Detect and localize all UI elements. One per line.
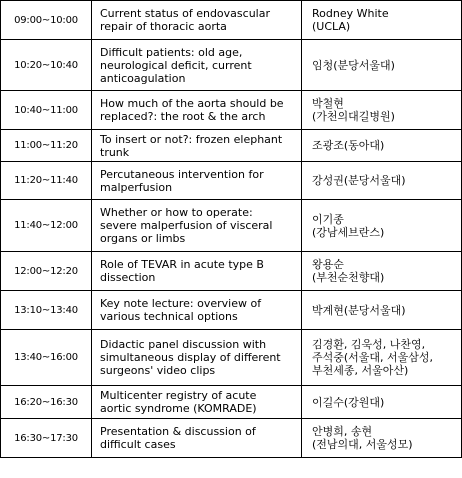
schedule-row (1, 291, 462, 330)
speaker-line: 주석중(서울대, 서울삼성, (312, 351, 434, 364)
topic-cell (92, 419, 302, 458)
speaker-line: (강남세브란스) (312, 225, 385, 239)
topic-cell (92, 291, 302, 330)
time-cell: 10:20~10:40 (1, 40, 92, 91)
schedule-body (1, 1, 462, 458)
speaker-cell (302, 130, 462, 162)
speaker-cell (302, 1, 462, 40)
topic-line: surgeons' video clips (100, 364, 216, 377)
schedule-row (1, 252, 462, 291)
speaker-line: Rodney White (312, 7, 389, 20)
speaker-line: (가천의대길병원) (312, 110, 395, 123)
topic-cell (92, 252, 302, 291)
topic-line: How much of the aorta should be (100, 97, 284, 110)
topic-line: dissection (100, 271, 156, 284)
speaker-line: 김경환, 김욱성, 나찬영, (312, 338, 426, 351)
speaker-line: 박계현(분당서울대) (312, 303, 406, 317)
topic-line: malperfusion (100, 180, 173, 194)
topic-line: repair of thoracic aorta (100, 20, 227, 33)
speaker-line: 안병희, 송현 (312, 425, 373, 438)
speaker-line: (UCLA) (312, 20, 351, 33)
topic-line: aortic syndrome (KOMRADE) (100, 402, 257, 415)
schedule-row (1, 162, 462, 200)
speaker-cell (302, 91, 462, 130)
topic-line: Didactic panel discussion with (100, 338, 267, 351)
schedule-row (1, 130, 462, 162)
speaker-line: (전남의대, 서울성모) (312, 438, 413, 451)
schedule-row (1, 330, 462, 386)
speaker-cell (302, 200, 462, 252)
time-cell: 13:40~16:00 (1, 330, 92, 386)
schedule-row (1, 40, 462, 91)
topic-line: Role of TEVAR in acute type B (100, 258, 264, 271)
topic-cell (92, 130, 302, 162)
time-cell: 13:10~13:40 (1, 291, 92, 330)
topic-line: Difficult patients: old age, (100, 45, 243, 59)
speaker-line: 이기종 (312, 212, 344, 226)
schedule-row (1, 386, 462, 419)
schedule-row (1, 91, 462, 130)
topic-cell (92, 40, 302, 91)
speaker-line: 부천세종, 서울아산) (312, 364, 409, 377)
topic-cell (92, 330, 302, 386)
speaker-line: 박철현 (312, 97, 344, 110)
topic-line: various technical options (100, 310, 238, 323)
speaker-cell (302, 330, 462, 386)
topic-cell (92, 162, 302, 200)
topic-line: organs or limbs (100, 232, 186, 245)
time-cell: 11:40~12:00 (1, 200, 92, 252)
speaker-line: 이길수(강원대) (312, 395, 385, 409)
topic-line: replaced?: the root & the arch (100, 110, 266, 123)
topic-line: Presentation & discussion of (100, 425, 256, 438)
topic-cell (92, 1, 302, 40)
topic-line: neurological deficit, current (100, 58, 252, 72)
time-cell: 10:40~11:00 (1, 91, 92, 130)
topic-line: trunk (100, 145, 130, 159)
topic-line: Current status of endovascular (100, 7, 270, 20)
topic-cell (92, 386, 302, 419)
topic-cell (92, 200, 302, 252)
topic-line: Percutaneous intervention for (100, 167, 264, 181)
schedule-row (1, 1, 462, 40)
speaker-cell (302, 291, 462, 330)
speaker-line: 강성권(분당서울대) (312, 174, 406, 187)
time-cell: 16:30~17:30 (1, 419, 92, 458)
topic-line: anticoagulation (100, 71, 186, 85)
time-cell: 11:00~11:20 (1, 130, 92, 162)
topic-line: Multicenter registry of acute (100, 389, 257, 402)
time-cell: 09:00~10:00 (1, 1, 92, 40)
speaker-line: 조광조(동아대) (312, 139, 385, 152)
topic-line: difficult cases (100, 438, 176, 451)
topic-line: severe malperfusion of visceral (100, 219, 273, 232)
time-cell: 11:20~11:40 (1, 162, 92, 200)
time-cell: 12:00~12:20 (1, 252, 92, 291)
speaker-line: 왕용순 (312, 258, 344, 271)
speaker-cell (302, 386, 462, 419)
speaker-line: (부천순천향대) (312, 271, 385, 284)
time-cell: 16:20~16:30 (1, 386, 92, 419)
speaker-cell (302, 40, 462, 91)
topic-line: Whether or how to operate: (100, 206, 253, 219)
topic-line: Key note lecture: overview of (100, 297, 262, 310)
topic-line: simultaneous display of different (100, 351, 281, 364)
speaker-cell (302, 419, 462, 458)
schedule-row (1, 419, 462, 458)
topic-cell (92, 91, 302, 130)
speaker-line: 임청(분당서울대) (312, 58, 395, 72)
schedule-row (1, 200, 462, 252)
speaker-cell (302, 252, 462, 291)
speaker-cell (302, 162, 462, 200)
topic-line: To insert or not?: frozen elephant (100, 132, 283, 146)
